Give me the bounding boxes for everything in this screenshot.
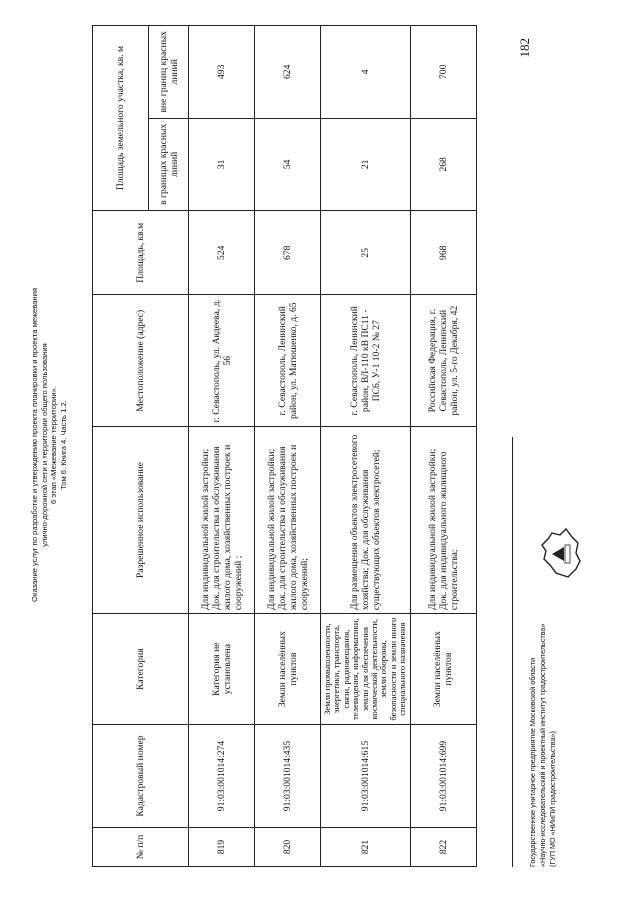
cell-outside: 624 bbox=[255, 26, 321, 119]
col-header-cadastral: Кадастровый номер bbox=[93, 725, 189, 828]
cell-num: 820 bbox=[255, 827, 321, 866]
document-footer bbox=[528, 447, 558, 867]
institute-logo-icon bbox=[538, 525, 584, 583]
cell-outside: 493 bbox=[189, 26, 255, 119]
cell-inside: 21 bbox=[321, 118, 411, 211]
header-line-2: улично-дорожной сети и территории общего пользования bbox=[39, 343, 49, 547]
cell-inside: 31 bbox=[189, 118, 255, 211]
table-row bbox=[255, 26, 321, 867]
footer-line-2: «Научно-исследовательский и проектный институт градостроительства» bbox=[538, 623, 547, 867]
cell-location: Российская Федерация, г. Севастополь, Ленинский район, ул. 5-го Декабря, 42 bbox=[410, 295, 476, 427]
cell-use: Для индивидуальной жилой застройки; Док. для строительства и обслуживания жилого дома, хозяйственных построек и сооружений; bbox=[255, 427, 321, 614]
col-header-inside: в границах красных линий bbox=[149, 118, 189, 211]
footer-divider bbox=[512, 437, 513, 867]
table-row bbox=[321, 26, 411, 867]
cell-area: 968 bbox=[410, 211, 476, 295]
cell-cadastral: 91:03:001014:615 bbox=[321, 725, 411, 828]
col-header-category: Категория bbox=[93, 614, 189, 725]
cell-area: 524 bbox=[189, 211, 255, 295]
col-header-num: № п/п bbox=[93, 827, 189, 866]
cell-area: 678 bbox=[255, 211, 321, 295]
footer-line-1: Государственное унитарное предприятие Московской области bbox=[528, 657, 537, 867]
cell-use: Для индивидуальной жилой застройки; Док. для строительства и обслуживания жилого дома, хозяйственных построек и сооружений ; bbox=[189, 427, 255, 614]
col-header-parcel-area: Площадь земельного участка, кв. м bbox=[93, 26, 149, 211]
cell-cadastral: 91:03:001014:699 bbox=[410, 725, 476, 828]
cell-location: г. Севастополь, Ленинский район, ВЛ-110 кВ ПС11 - ПС6, У-1 10-2 № 27 bbox=[321, 295, 411, 427]
table-row bbox=[189, 26, 255, 867]
footer-line-3: (ГУП МО «НИиПИ градостроительства») bbox=[548, 731, 557, 867]
cell-outside: 700 bbox=[410, 26, 476, 119]
cell-cadastral: 91:03:001014:274 bbox=[189, 725, 255, 828]
cell-inside: 268 bbox=[410, 118, 476, 211]
col-header-location: Местоположение (адрес) bbox=[93, 295, 189, 427]
cell-num: 819 bbox=[189, 827, 255, 866]
cell-num: 821 bbox=[321, 827, 411, 866]
col-header-outside: вне границ красных линий bbox=[149, 26, 189, 119]
cell-use: Для размещения объектов электросетевого хозяйства; Док. для обслуживания существующих объектов электросетей; bbox=[321, 427, 411, 614]
cell-num: 822 bbox=[410, 827, 476, 866]
cell-area: 25 bbox=[321, 211, 411, 295]
document-header bbox=[30, 235, 68, 655]
header-line-3: 6 этап «Межевание территории». bbox=[49, 386, 59, 504]
parcels-table bbox=[92, 25, 477, 867]
cell-outside: 4 bbox=[321, 26, 411, 119]
col-header-area: Площадь, кв.м bbox=[93, 211, 189, 295]
header-line-4: Том 6. Книга 4. Часть 1.2. bbox=[58, 400, 68, 490]
cell-location: г. Севастополь, Ленинский район, ул. Матюшенко, д. 65 bbox=[255, 295, 321, 427]
cell-inside: 54 bbox=[255, 118, 321, 211]
cell-category: Земли населённых пунктов bbox=[410, 614, 476, 725]
cell-use: Для индивидуальной жилой застройки; Док. для индивидуального жилищного строительства; bbox=[410, 427, 476, 614]
header-line-1: Оказание услуг по разработке и утверждению проекта планировки и проекта межевания bbox=[30, 288, 39, 602]
cell-cadastral: 91:03:001014:435 bbox=[255, 725, 321, 828]
col-header-use: Разрешенное использование bbox=[93, 427, 189, 614]
page-number: 182 bbox=[517, 38, 532, 58]
cell-category: Земли промышленности, энергетики, транспорта, связи, радиовещания, телевидения, информатики, земли для обеспечения космической деятельности, земли обороны, безопасности и земли иного специального назначения bbox=[321, 614, 411, 725]
cell-location: г. Севастополь, ул. Авдеева, д. 56 bbox=[189, 295, 255, 427]
cell-category: Категория не установлена bbox=[189, 614, 255, 725]
cell-category: Земли населённых пунктов bbox=[255, 614, 321, 725]
table-row bbox=[410, 26, 476, 867]
